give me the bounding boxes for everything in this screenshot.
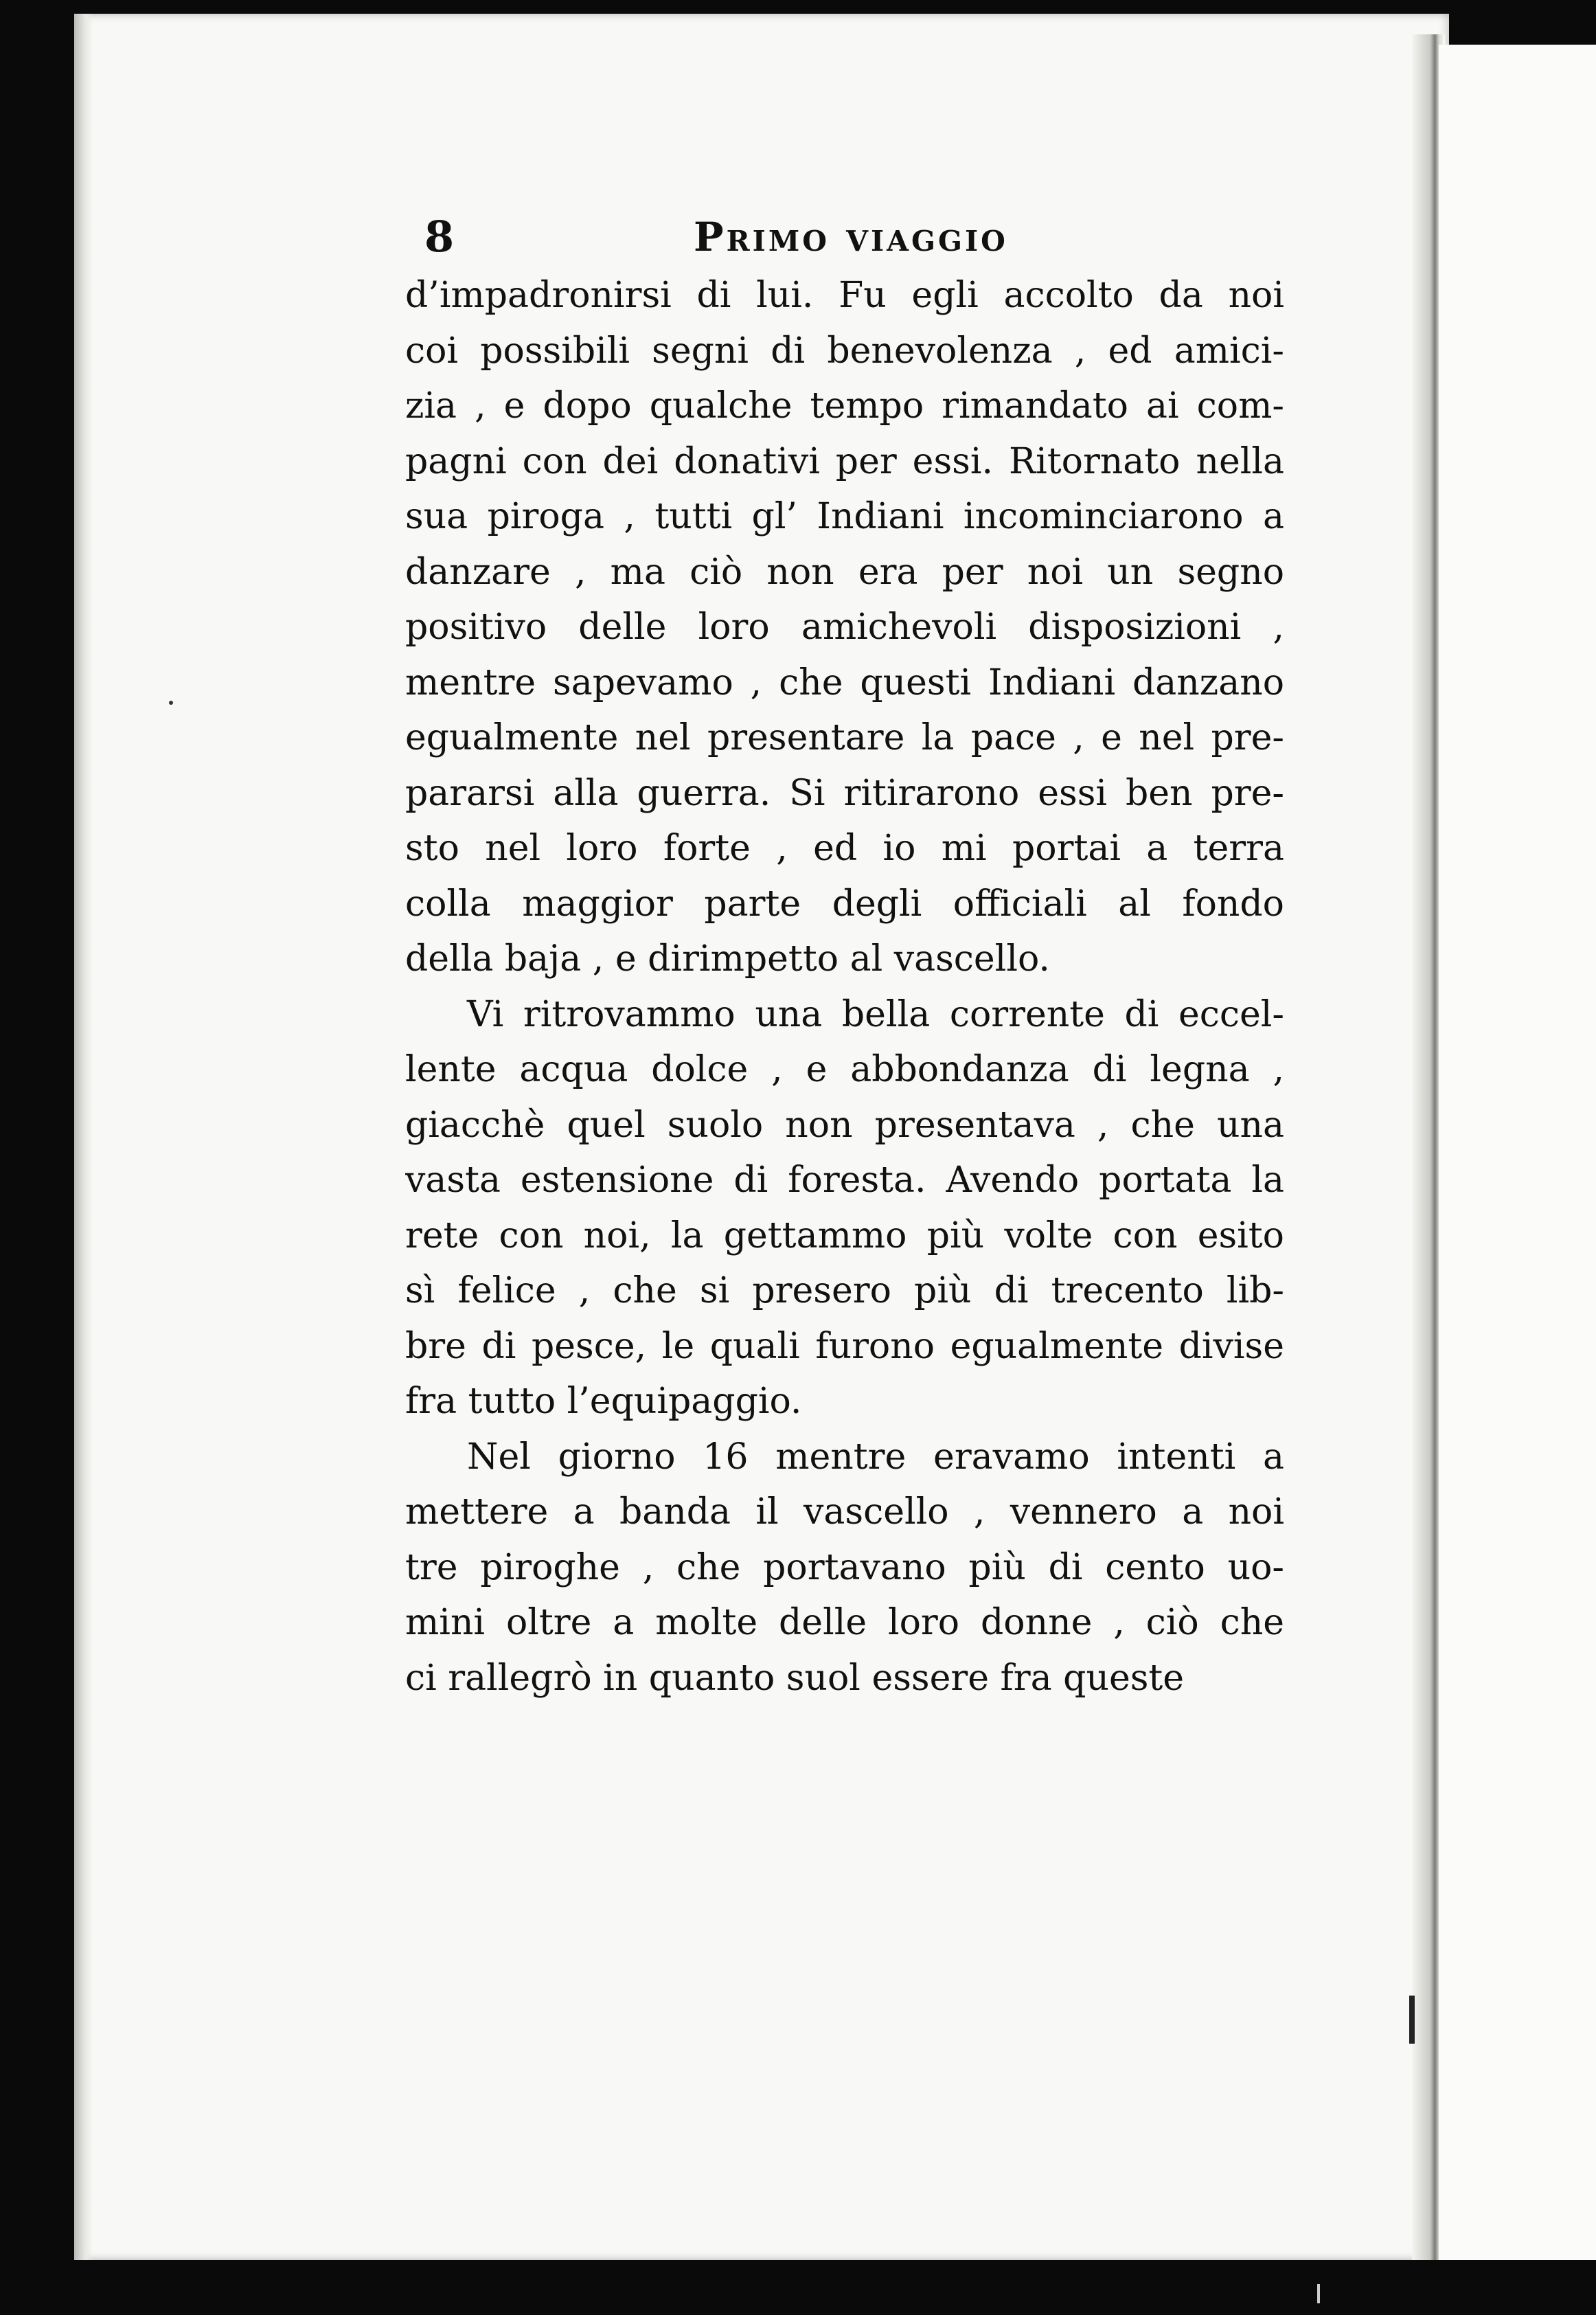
margin-speck: [169, 701, 173, 705]
body-paragraphs: [405, 268, 1284, 1706]
text-line: coi possibili segni di benevolenza , ed amici-: [405, 330, 1284, 372]
edge-mark: [1317, 2284, 1320, 2303]
facing-page-edge: [1439, 45, 1596, 2260]
paragraph: [405, 268, 1284, 987]
running-head: [405, 206, 1284, 268]
gutter-mark: [1409, 1996, 1415, 2044]
text-line: pararsi alla guerra. Si ritirarono essi ben pre-: [405, 772, 1284, 814]
text-line: pagni con dei donativi per essi. Ritornato nella: [405, 440, 1284, 482]
text-line: lente acqua dolce , e abbondanza di legna ,: [405, 1049, 1284, 1090]
text-line: bre di pesce, le quali furono egualmente divise: [405, 1325, 1284, 1367]
text-line: Nel giorno 16 mentre eravamo intenti a: [467, 1436, 1284, 1478]
text-line: sua piroga , tutti gl’ Indiani incominciarono a: [405, 496, 1284, 537]
text-line: positivo delle loro amichevoli disposizioni ,: [405, 607, 1284, 648]
text-line: zia , e dopo qualche tempo rimandato ai com-: [405, 385, 1284, 427]
text-line: sì felice , che si presero più di trecento lib-: [405, 1270, 1284, 1311]
text-line: vasta estensione di foresta. Avendo portata la: [405, 1160, 1284, 1201]
text-line: colla maggior parte degli officiali al fondo: [405, 883, 1284, 925]
text-line: ci rallegrò in quanto suol essere fra queste: [405, 1657, 1185, 1699]
text-line: d’impadronirsi di lui. Fu egli accolto da noi: [405, 275, 1284, 316]
text-line: mentre sapevamo , che questi Indiani danzano: [405, 662, 1284, 703]
text-line: mini oltre a molte delle loro donne , ciò che: [405, 1602, 1284, 1643]
text-line: egualmente nel presentare la pace , e nel pre-: [405, 717, 1284, 758]
text-line: giacchè quel suolo non presentava , che una: [405, 1104, 1284, 1146]
text-line: mettere a banda il vascello , vennero a noi: [405, 1491, 1284, 1533]
text-line: fra tutto l’equipaggio.: [405, 1381, 802, 1422]
page-text: [405, 206, 1284, 1706]
text-line: tre piroghe , che portavano più di cento uo-: [405, 1546, 1284, 1588]
text-line: della baja , e dirimpetto al vascello.: [405, 938, 1050, 980]
text-line: Vi ritrovammo una bella corrente di eccel-: [467, 993, 1284, 1035]
paragraph: [405, 1430, 1284, 1706]
text-line: sto nel loro forte , ed io mi portai a terra: [405, 828, 1284, 869]
text-line: danzare , ma ciò non era per noi un segno: [405, 551, 1284, 593]
paragraph: [405, 987, 1284, 1430]
binding-shadow: [74, 14, 93, 2260]
page-number: 8: [424, 212, 455, 262]
running-title: Primo viaggio: [694, 214, 1008, 260]
text-line: rete con noi, la gettammo più volte con esito: [405, 1215, 1284, 1256]
